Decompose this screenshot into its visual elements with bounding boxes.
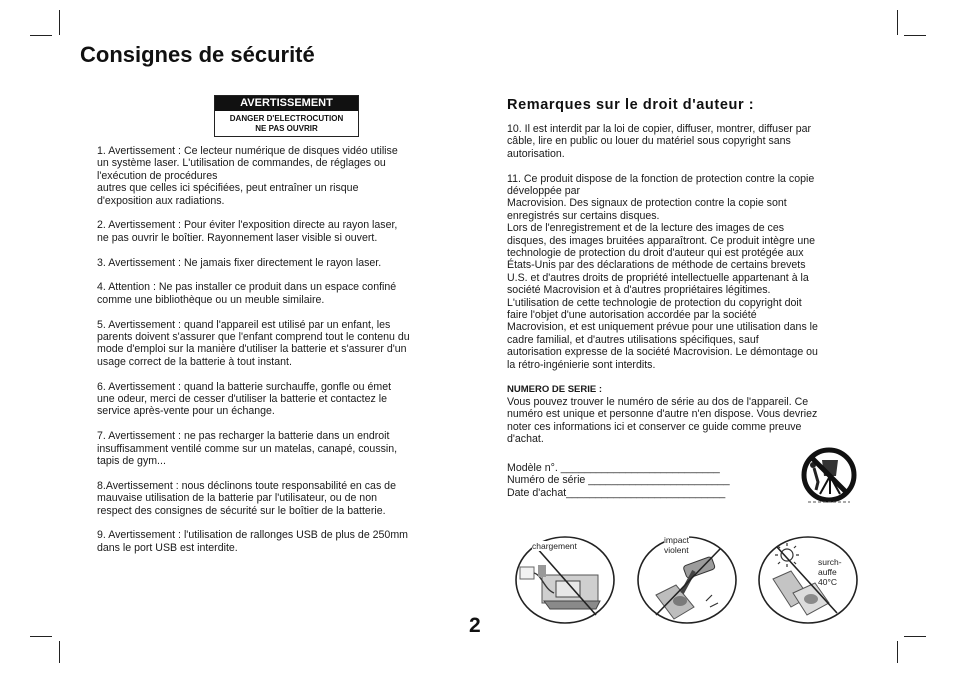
warning-paragraph: 3. Avertissement : Ne jamais fixer directement le rayon laser. xyxy=(97,256,382,269)
crop-mark xyxy=(897,641,898,663)
crop-mark xyxy=(59,641,60,663)
warning-paragraph: 7. Avertissement : ne pas recharger la batterie dans un endroit insuffisamment ventilé comme sur un matelas, canapé, coussin, tapis de gym... xyxy=(97,430,398,468)
charging-label: chargement xyxy=(532,541,577,551)
serial-number-title: NUMERO DE SERIE : xyxy=(507,383,603,395)
crop-mark xyxy=(904,636,926,637)
copyright-paragraph-11: 11. Ce produit dispose de la fonction de protection contre la copie développée par Macrovision. Des signaux de protection contre la copie sont enregistrés sur certains disques. Lors de l'enregistrement et de la lecture des images de ces disques, des images bruitées apparaîtront. Ce produit intègre une technologie de protection du droit d'auteur qui est protégée aux États-Unis par des déclarations de méthode de certains brevets U.S. et d'autres droits de propriété intellectuelle appartenant à la société Macrovision et à d'autres propriétaires légitimes. L'utilisation de cette technologie de protection du copyright doit faire l'objet d'une autorisation accordée par la société Macrovision, et est uniquement prévue pour une utilisation dans le cadre familial, et d'autres utilisations spécifiques, sauf autorisation expresse de la société Macrovision. Le démontage ou la rétro-ingénierie sont interdits. xyxy=(507,172,818,371)
safety-warnings-list xyxy=(97,145,462,567)
serial-field: Numéro de série ________________________ xyxy=(507,474,730,487)
purchase-date-field: Date d'achat___________________________ xyxy=(507,486,726,499)
overheat-label-line-3: 40°C xyxy=(818,577,837,587)
warning-paragraph: 5. Avertissement : quand l'appareil est utilisé par un enfant, les parents doivent s'assurer que l'enfant comprend tout le contenu du mode d'emploi sur la manière d'utiliser la batterie et s'assurer d'un usage correct de la batterie à tout instant. xyxy=(97,318,410,368)
crop-mark xyxy=(30,636,52,637)
no-overheat-icon xyxy=(757,535,859,625)
warning-paragraph: 2. Avertissement : Pour éviter l'exposition directe au rayon laser, ne pas ouvrir le boîtier. Rayonnement laser visible si ouvert. xyxy=(97,219,398,244)
page-title: Consignes de sécurité xyxy=(80,42,315,67)
impact-label-line-2: violent xyxy=(664,545,689,555)
warning-heading: AVERTISSEMENT xyxy=(215,96,358,111)
crop-mark xyxy=(897,10,898,35)
copyright-paragraph-10: 10. Il est interdit par la loi de copier, diffuser, montrer, diffuser par câble, lire en public ou louer du matériel sous copyright sans autorisation. xyxy=(507,123,812,160)
copyright-heading: Remarques sur le droit d'auteur : xyxy=(507,97,755,113)
record-fields xyxy=(507,462,730,499)
warning-paragraph: 1. Avertissement : Ce lecteur numérique de disques vidéo utilise un système laser. L'utilisation de commandes, de réglages ou l'exécution de procédures autres que celles ici spécifiées, peut entraîner un risque d'exposition aux radiations. xyxy=(97,145,398,207)
no-stand-icon xyxy=(800,446,858,504)
overheat-label-line-1: surch- xyxy=(818,557,842,567)
warning-paragraph: 9. Avertissement : l'utilisation de rallonges USB de plus de 250mm dans le port USB est interdite. xyxy=(97,529,408,554)
page-number: 2 xyxy=(469,614,481,637)
impact-label xyxy=(664,535,689,555)
overheat-label xyxy=(818,557,842,587)
warning-line-2: NE PAS OUVRIR xyxy=(255,124,318,133)
crop-mark xyxy=(904,35,926,36)
overheat-label-line-2: auffe xyxy=(818,567,837,577)
warning-paragraph: 6. Avertissement : quand la batterie surchauffe, gonfle ou émet une odeur, merci de cesser d'utiliser la batterie et contactez le service après-vente pour un échange. xyxy=(97,380,392,418)
crop-mark xyxy=(59,10,60,35)
warning-paragraph: 4. Attention : Ne pas installer ce produit dans un espace confiné comme une bibliothèque ou un meuble similaire. xyxy=(97,281,397,306)
copyright-section xyxy=(507,123,869,458)
warning-paragraph: 8.Avertissement : nous déclinons toute responsabilité en cas de mauvaise utilisation de la batterie par l'utilisateur, ou de non respect des consignes de sécurité sur le boîtier de la batterie. xyxy=(97,479,396,517)
warning-box xyxy=(214,95,359,137)
impact-label-line-1: impact xyxy=(664,535,690,545)
warning-line-1: DANGER D'ELECTROCUTION xyxy=(229,114,344,123)
crop-mark xyxy=(30,35,52,36)
warning-text xyxy=(215,111,358,136)
model-field: Modèle n°. ___________________________ xyxy=(507,462,720,474)
serial-number-text: Vous pouvez trouver le numéro de série au dos de l'appareil. Ce numéro est unique et personne d'autre n'en dispose. Vous devriez noter ces informations ici et conserver ce guide comme preuve d'achat. xyxy=(507,395,818,446)
